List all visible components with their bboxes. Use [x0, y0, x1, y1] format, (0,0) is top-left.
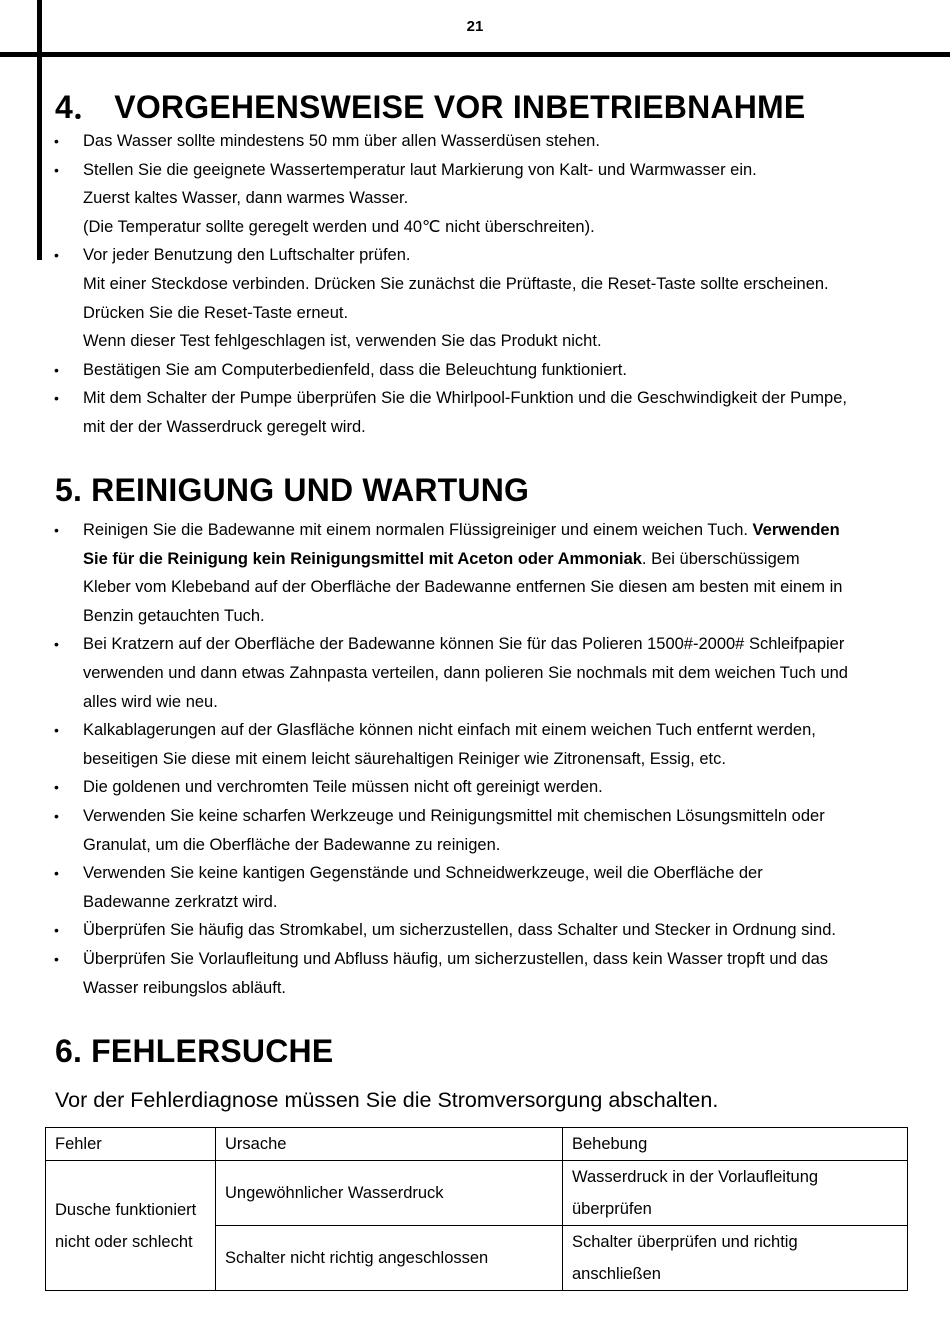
list-item: • Bei Kratzern auf der Oberfläche der Badewanne können Sie für das Polieren 1500#-2000# Schleifpapier verwenden und dann etwas Zahnpasta verteilen, dann polieren Sie nochmals mit dem weichen Tuch und alles wird wie neu.	[54, 630, 904, 716]
list-item: • Verwenden Sie keine scharfen Werkzeuge und Reinigungsmittel mit chemischen Lösungsmitteln oder Granulat, um die Oberfläche der Badewanne zu reinigen.	[54, 802, 904, 859]
troubleshooting-table	[45, 1127, 908, 1291]
cell-ursache: Ungewöhnlicher Wasserdruck	[216, 1161, 563, 1226]
section-4-title: 4． VORGEHENSWEISE VOR INBETRIEBNAHME	[55, 89, 806, 125]
list-item: • Die goldenen und verchromten Teile müssen nicht oft gereinigt werden.	[54, 773, 904, 802]
list-item: • Reinigen Sie die Badewanne mit einem normalen Flüssigreiniger und einem weichen Tuch. Verwenden Sie für die Reinigung kein Reinigungsmittel mit Aceton oder Ammoniak. Bei überschüssigem Kleber vom Klebeband auf der Oberfläche der Badewanne entfernen Sie diesen am besten mit einem in Benzin getauchten Tuch.	[54, 516, 904, 630]
header-fehler: Fehler	[46, 1128, 216, 1161]
table-row	[46, 1161, 908, 1226]
list-item: • Das Wasser sollte mindestens 50 mm über allen Wasserdüsen stehen.	[54, 127, 904, 156]
cell-ursache: Schalter nicht richtig angeschlossen	[216, 1226, 563, 1291]
cell-behebung: Schalter überprüfen und richtig anschließen	[563, 1226, 908, 1291]
page-number: 21	[466, 18, 484, 35]
section-6-title: 6. FEHLERSUCHE	[55, 1033, 334, 1069]
list-item: • Kalkablagerungen auf der Glasfläche können nicht einfach mit einem weichen Tuch entfernt werden, beseitigen Sie diese mit einem leicht säurehaltigen Reiniger wie Zitronensaft, Essig, etc.	[54, 716, 904, 773]
list-item: • Überprüfen Sie häufig das Stromkabel, um sicherzustellen, dass Schalter und Stecker in Ordnung sind.	[54, 916, 904, 945]
section-4-list	[54, 127, 904, 442]
header-ursache: Ursache	[216, 1128, 563, 1161]
cell-fehler: Dusche funktioniert nicht oder schlecht	[46, 1161, 216, 1291]
header-horizontal-rule	[0, 52, 950, 57]
list-item: • Stellen Sie die geeignete Wassertemperatur laut Markierung von Kalt- und Warmwasser ein. Zuerst kaltes Wasser, dann warmes Wasser. (Die Temperatur sollte geregelt werden und 40℃ nicht überschreiten).	[54, 156, 904, 242]
section-5-list	[54, 516, 904, 1002]
left-vertical-rule	[37, 0, 42, 260]
list-item: • Vor jeder Benutzung den Luftschalter prüfen. Mit einer Steckdose verbinden. Drücken Sie zunächst die Prüftaste, die Reset-Taste sollte erscheinen. Drücken Sie die Reset-Taste erneut. Wenn dieser Test fehlgeschlagen ist, verwenden Sie das Produkt nicht.	[54, 241, 904, 355]
list-item: • Überprüfen Sie Vorlaufleitung und Abfluss häufig, um sicherzustellen, dass kein Wasser tropft und das Wasser reibungslos abläuft.	[54, 945, 904, 1002]
section-5-title: 5. REINIGUNG UND WARTUNG	[55, 472, 530, 508]
list-item: • Mit dem Schalter der Pumpe überprüfen Sie die Whirlpool-Funktion und die Geschwindigkeit der Pumpe, mit der der Wasserdruck geregelt wird.	[54, 384, 904, 441]
list-item: • Verwenden Sie keine kantigen Gegenstände und Schneidwerkzeuge, weil die Oberfläche der Badewanne zerkratzt wird.	[54, 859, 904, 916]
troubleshooting-intro: Vor der Fehlerdiagnose müssen Sie die Stromversorgung abschalten.	[55, 1088, 719, 1112]
list-item: • Bestätigen Sie am Computerbedienfeld, dass die Beleuchtung funktioniert.	[54, 356, 904, 385]
header-behebung: Behebung	[563, 1128, 908, 1161]
table-header-row	[46, 1128, 908, 1161]
cell-behebung: Wasserdruck in der Vorlaufleitung überprüfen	[563, 1161, 908, 1226]
